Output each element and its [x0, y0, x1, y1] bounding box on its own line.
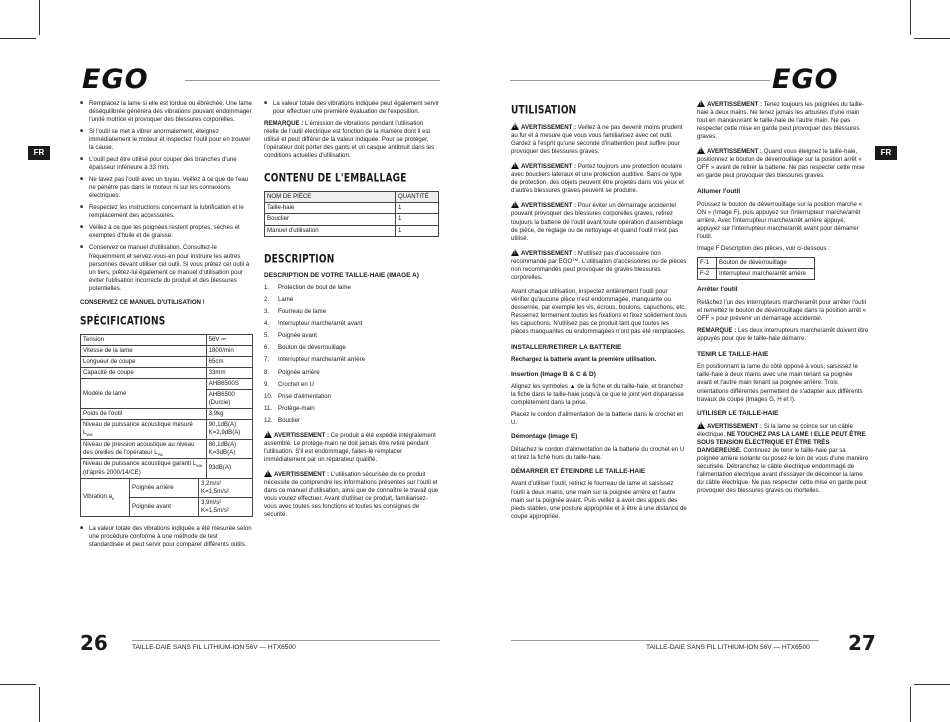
remarque-paragraph	[697, 327, 869, 343]
right-column-1	[511, 100, 687, 525]
crop-mark	[39, 0, 40, 35]
warning-text: Continuez de tenir le taille-haie par sa poignée arrière isolante ou posez-le loin de vous d'une manière sécurisée. Débranchez le câble électrique endommagé de l'alimentation électrique avant d'essayer de décoincer la lame du câble électrique. Ne pas respecter cette mise en garde peut provoquer des blessures graves ou mortelles.	[697, 447, 869, 495]
vib-note-list	[80, 525, 253, 549]
table-cell: AHB6500S	[206, 379, 252, 390]
part-name: Poignée arrière	[278, 368, 320, 376]
language-badge: FR	[875, 146, 897, 160]
value-line: K=3dB(A)	[208, 448, 236, 456]
table-cell: Taille-haie	[265, 203, 396, 214]
table-cell	[81, 439, 207, 459]
table-cell: Modèle de lame	[81, 379, 207, 409]
table-cell: Poids de l'outil	[81, 409, 207, 420]
right-column-2	[697, 100, 869, 499]
vib-label: Vibration a	[83, 493, 113, 501]
warning-icon	[511, 162, 519, 169]
tenir-title: TENIR LE TAILLE-HAIE	[697, 350, 769, 358]
description-subtitle: DESCRIPTION DE VOTRE TAILLE-HAIE (IMAGE A)	[264, 271, 419, 279]
keep-manual-note: CONSERVEZ CE MANUEL D'UTILISATION !	[80, 298, 205, 306]
warning-label: AVERTISSEMENT :	[521, 163, 577, 171]
ego-logo: EGO	[772, 64, 839, 95]
list-item	[264, 296, 439, 304]
crop-mark	[39, 687, 40, 722]
table-cell: 1	[396, 214, 439, 225]
list-item: ■ Ne lavez pas l'outil avec un tuyau. Veillez à ce que de l'eau ne pénètre pas dans le moteur ni sur les connexions électriques.	[80, 176, 253, 200]
part-name: Crochet en U	[278, 380, 314, 388]
list-item	[264, 284, 439, 292]
table-cell: 33mm	[206, 367, 252, 378]
table-header: QUANTITÉ	[396, 192, 439, 203]
warning-text: Pour éviter un démarrage accidentel pouvant provoquer des blessures corporelles graves, retirez toujours la batterie de l'outil avant toute opération d'assemblage de pièce, de réglage ou de nettoyage et quand l'outil n'est pas utilisé.	[511, 202, 684, 242]
value-line: 90,1dB(A)	[208, 421, 237, 429]
list-item: ■ Respectez les instructions concernant la lubrification et le remplacement des accessoires.	[80, 204, 253, 220]
table-cell: Capacité de coupe	[81, 367, 207, 378]
contenu-title: CONTENU DE L'EMBALLAGE	[264, 172, 407, 186]
crop-mark	[0, 38, 36, 39]
part-name: Fourreau de lame	[278, 308, 327, 316]
spec-title: SPÉCIFICATIONS	[80, 314, 166, 328]
warning-paragraph	[511, 249, 687, 282]
header-rule	[510, 80, 770, 81]
list-item	[264, 320, 439, 328]
vibration-table	[80, 478, 253, 517]
language-badge: FR	[28, 146, 50, 160]
crop-mark	[0, 684, 36, 685]
start-paragraph: Avant d'utiliser l'outil, retirez le fourreau de lame et saisissez l'outil à deux mains, une main sur la poignée arrière et l'autre main sur la poignée avant. Puis veillez à avoir des appuis des pieds stables, une posture appropriée et à être à une distance de coupe appropriée.	[511, 480, 687, 520]
list-item	[264, 332, 439, 340]
insertion-paragraph: Placez le cordon d'alimentation de la batterie dans le crochet en U.	[511, 411, 684, 427]
list-item	[264, 308, 439, 316]
warning-label: AVERTISSEMENT :	[521, 124, 577, 132]
table-cell	[81, 420, 207, 440]
table-cell: 1800/min	[206, 345, 252, 356]
warning-text: L'utilisation sécurisée de ce produit nécessite de comprendre les informations présentes sur l'outil et dans ce manuel d'utilisation, ainsi que de connaître le travail que vous voulez effectuer. Avant d'utiliser ce produit, familiarisez-vous avec toutes ses fonctions et toutes les consignes de sécurité.	[264, 470, 439, 518]
table-cell: 1	[396, 225, 439, 236]
vib-list	[264, 100, 439, 116]
value-line: K=1,5m/s²	[201, 507, 229, 515]
insertion-paragraph: Alignez les symboles ▲ de la fiche et du taille-haie, et branchez la fiche dans le taille-haie jusqu'à ce que le joint vert disparaisse complètement dans la prise.	[511, 383, 684, 407]
contents-table	[264, 191, 439, 236]
warning-paragraph	[264, 431, 439, 464]
warning-icon	[697, 147, 705, 154]
part-number: 1.	[264, 284, 270, 292]
part-number: 9.	[264, 380, 270, 388]
list-item	[264, 369, 439, 377]
table-cell: 3,9kg	[206, 409, 252, 420]
table-cell: 1	[396, 203, 439, 214]
warning-paragraph	[511, 201, 687, 242]
footer-rule	[132, 640, 440, 641]
image-f-table	[697, 257, 815, 280]
utiliser-title: UTILISER LE TAILLE-HAIE	[697, 409, 779, 417]
insertion-title: Insertion (Image B & C & D)	[511, 370, 596, 378]
warning-text: Portez toujours une protection oculaire avec boucliers latéraux et une protection auditive. Sans ce type de protection, des objets peuvent être projetés dans vos yeux et d'autres blessures graves peuvent se produire.	[511, 163, 684, 195]
table-cell: Poignée arrière	[130, 479, 199, 498]
part-name: Interrupteur marche/arrêt arrière	[278, 356, 366, 364]
inspection-paragraph: Avant chaque utilisation, inspectez entièrement l'outil pour vérifier qu'aucune pièce n'est endommagée, manquante ou desserrée, par exemple les vis, écrous, boulons, capuchons, etc. Resserrez fermement toutes les fixations et fixez solidement tous les capuchons. N'utilisez pas ce produit tant que toutes les pièces manquantes ou endommagées n'ont pas été remplacées.	[511, 287, 687, 335]
warning-icon	[697, 422, 705, 429]
table-cell	[81, 459, 207, 479]
table-cell: 93dB(A)	[206, 459, 252, 479]
page-number: 26	[80, 631, 108, 655]
part-number: 11.	[264, 404, 273, 412]
list-item: ■ Si l'outil se met à vibrer anormalement, éteignez immédiatement le moteur et inspectez l'outil pour en trouver la cause.	[80, 128, 253, 152]
crop-mark	[910, 0, 911, 35]
part-name: Protège-main	[278, 404, 315, 412]
part-number: 6.	[264, 344, 270, 352]
part-name: Bouton de déverrouillage	[278, 344, 346, 352]
warning-text: Tenez toujours les poignées du taille-haie à deux mains. Ne tenez jamais les arbustes d'une main tout en manœuvrant le taille-haie de l'autre main. Ne pas respecter cette mise en garde peut provoquer des blessures graves.	[697, 101, 864, 141]
value-line: 3,9m/s²	[201, 499, 222, 507]
table-cell	[199, 498, 253, 517]
table-cell: Vitesse de la lame	[81, 345, 207, 356]
part-number: 4.	[264, 320, 270, 328]
list-item: ■ Remplacez la lame si elle est tordue ou ébréchée. Une lame déséquilibrée génèrera des vibrations pouvant endommager l'unité motrice et provoquer des blessures corporelles.	[80, 100, 253, 124]
demontage-title: Démontage (Image E)	[511, 433, 578, 441]
lwa-sub: WA	[86, 432, 93, 438]
warning-icon	[511, 123, 519, 130]
warning-icon	[697, 100, 705, 107]
footer-rule	[511, 640, 819, 641]
table-cell: F-2	[698, 269, 717, 280]
list-item	[264, 381, 439, 389]
left-column-2	[264, 100, 439, 523]
table-cell: Longueur de coupe	[81, 356, 207, 367]
table-cell: Manuel d'utilisation	[265, 225, 396, 236]
table-cell: Interrupteur marche/arrêt arrière	[717, 269, 815, 280]
table-cell	[199, 479, 253, 498]
warning-paragraph	[511, 123, 687, 156]
left-column-1	[80, 100, 253, 553]
list-item: ■ L'outil peut être utilisé pour couper des branches d'une épaisseur inférieure à 33 mm.	[80, 156, 253, 172]
warning-paragraph	[264, 470, 439, 519]
part-name: Protection de bout de lame	[278, 284, 351, 292]
part-name: Bouclier	[278, 416, 301, 424]
arreter-paragraph: Relâchez l'un des interrupteurs marche/arrêt pour arrêter l'outil et remettez le bouton de déverrouillage dans la position arrêt « OFF » pour prévenir un démarrage accidentel.	[697, 298, 867, 322]
list-item: ■ La valeur totale des vibrations indiquée a été mesurée selon une procédure conforme à une méthode de test standardisée et peut servir pour comparer différents outils.	[80, 525, 253, 549]
table-header: NOM DE PIÈCE	[265, 192, 396, 203]
lwg-label: Niveau de puissance acoustique garanti L	[83, 460, 197, 468]
remarque-label: REMARQUE :	[697, 326, 737, 334]
warning-text: N'utilisez pas d'accessoire non recommandé par EGO™. L'utilisation d'accessoires ou de pièces non recommandés peut provoquer de graves blessures corporelles.	[511, 249, 687, 281]
list-item: ■ La valeur totale des vibrations indiquée peut également servir pour effectuer une première évaluation de l'exposition.	[264, 100, 439, 116]
lpa-label: Niveau de pression acoustique au niveau des oreilles de l'opérateur L	[83, 440, 195, 456]
warning-label: AVERTISSEMENT :	[707, 423, 763, 431]
lwg-sub: WA	[196, 463, 203, 469]
part-number: 5.	[264, 332, 270, 340]
part-number: 3.	[264, 308, 270, 316]
part-number: 10.	[264, 392, 273, 400]
safety-list	[80, 100, 253, 293]
table-cell: 65cm	[206, 356, 252, 367]
table-cell: Poignée avant	[130, 498, 199, 517]
description-title: DESCRIPTION	[264, 252, 335, 266]
table-cell	[206, 439, 252, 459]
part-number: 2.	[264, 296, 270, 304]
part-name: Lame	[278, 296, 294, 304]
image-f-caption: Image F Description des pièces, voir ci-dessous :	[697, 245, 830, 253]
allumer-title: Allumer l'outil	[697, 188, 741, 196]
header-rule	[185, 80, 440, 81]
warning-label: AVERTISSEMENT :	[707, 148, 763, 156]
warning-label: AVERTISSEMENT :	[707, 101, 763, 108]
arreter-title: Arrêter l'outil	[697, 286, 738, 294]
part-number: 8.	[264, 368, 270, 376]
value-line: 3,2m/s²	[201, 480, 222, 488]
install-title: INSTALLER/RETIRER LA BATTERIE	[511, 343, 622, 351]
lwa-label: Niveau de puissance acoustique mesuré L	[83, 421, 193, 437]
spec-table	[80, 334, 253, 479]
table-cell: Tension	[81, 334, 207, 345]
value-line: K=2,9dB(A)	[208, 429, 241, 437]
part-name: Poignée avant	[278, 332, 317, 340]
table-cell	[206, 420, 252, 440]
warning-label: AVERTISSEMENT :	[521, 249, 577, 257]
part-number: 7.	[264, 356, 270, 364]
start-title: DÉMARRER ET ÉTEINDRE LE TAILLE-HAIE	[511, 467, 646, 475]
install-subtitle: Rechargez la batterie avant la première utilisation.	[511, 356, 657, 364]
value-line: 80,1dB(A)	[208, 440, 237, 448]
crop-mark	[914, 684, 950, 685]
remarque-label: REMARQUE :	[264, 120, 304, 128]
warning-text: Veillez à ne pas devenir moins prudent au fur et à mesure que vous vous familiarisez avec cet outil. Gardez à l'esprit qu'une seconde d'inattention peut suffire pour provoquer des blessures graves.	[511, 124, 683, 156]
lpa-sub: PA	[157, 451, 163, 457]
demontage-paragraph: Détachez le cordon d'alimentation de la batterie du crochet en U et tirez la fiche hors du taille-haie.	[511, 445, 685, 461]
parts-list	[264, 284, 439, 424]
warning-paragraph	[697, 147, 869, 180]
warning-emphasis: NE TOUCHEZ PAS LA LAME ! ELLE PEUT ÊTRE SOUS TENSION ÉLECTRIQUE ET ÊTRE TRÈS DANGEREUSE.	[697, 431, 866, 455]
warning-icon	[264, 431, 272, 438]
utilisation-title: UTILISATION	[511, 104, 577, 117]
warning-label: AVERTISSEMENT :	[274, 470, 330, 478]
list-item	[264, 405, 439, 413]
page-number: 27	[848, 631, 876, 655]
warning-paragraph	[511, 162, 687, 195]
table-cell: Bouclier	[265, 214, 396, 225]
warning-label: AVERTISSEMENT :	[274, 431, 330, 439]
list-item	[264, 417, 439, 425]
list-item	[264, 393, 439, 401]
warning-text: Quand vous éteignez le taille-haie, positionnez le bouton de déverrouillage sur la position arrêt « OFF » avant de retirer la batterie. Ne pas respecter cette mise en garde peut provoquer des blessures graves.	[697, 148, 865, 180]
remarque-text: Les deux interrupteurs marche/arrêt doivent être appuyés pour que le taille-haie démarre.	[697, 326, 869, 342]
warning-text: Ce produit a été expédié intégralement assemblé. Le protège-main ne doit jamais être retiré pendant l'utilisation. S'il est endommagé, faites-le remplacer immédiatement par un réparateur qualifié.	[264, 431, 436, 463]
tenir-paragraph: En positionnant la lame du côté opposé à vous, saisissez le taille-haie à deux mains avec une main tenant sa poignée avant et l'autre main tenant sa poignée arrière. Trois orientations différentes permettent de s'adapter aux différents travaux de coupe (Images G, H et I).	[697, 363, 863, 403]
remarque-paragraph	[264, 120, 439, 160]
warning-icon	[511, 249, 519, 256]
remarque-text: L'émission de vibrations pendant l'utilisation réelle de l'outil électrique est fonction de la manière dont il est utilisé et peut différer de la valeur indiquée. Pour se protéger, l'opérateur doit porter des gants et un casque antibruit dans les conditions actuelles d'utilisation.	[264, 120, 435, 160]
crop-mark	[914, 38, 950, 39]
warning-label: AVERTISSEMENT :	[521, 202, 577, 210]
vib-sub: h	[112, 496, 115, 502]
warning-text: Si la lame se coince sur un câble électrique,	[697, 423, 853, 439]
footer-title: TAILLE-DAIE SANS FIL LITHIUM-ION 56V — HTX6500	[646, 644, 810, 651]
table-cell: Bouton de déverrouillage	[717, 258, 815, 269]
table-cell: AHB6500 (Durcie)	[206, 390, 252, 409]
table-cell: F-1	[698, 258, 717, 269]
table-cell	[81, 479, 130, 517]
lwg-suffix: (d'après 2000/14/CE)	[83, 468, 141, 476]
list-item: ■ Veillez à ce que les poignées restent propres, sèches et exemptes d'huile et de graisse.	[80, 224, 253, 240]
list-item: ■ Conservez ce manuel d'utilisation. Consultez-le fréquemment et servez-vous-en pour instruire les autres personnes devant utiliser cet outil. Si vous prêtez cet outil à un tiers, prêtez-lui également ce manuel d'utilisation pour éviter l'utilisation incorrecte du produit et des blessures potentielles.	[80, 244, 253, 292]
part-name: Interrupteur marche/arrêt avant	[278, 320, 363, 328]
table-cell: 56V ⎓	[206, 334, 252, 345]
allumer-paragraph: Poussez le bouton de déverrouillage sur la position marche « ON » (Image F), puis appuyez sur l'interrupteur marche/arrêt arrière. Avec l'interrupteur marche/arrêt arrière appuyé, appuyez sur l'interrupteur marche/arrêt avant pour démarrer l'outil.	[697, 200, 862, 240]
value-line: K=1,5m/s²	[201, 488, 229, 496]
part-name: Prise d'alimentation	[278, 392, 331, 400]
warning-paragraph	[697, 100, 869, 141]
ego-logo: EGO	[82, 64, 149, 95]
footer-title: TAILLE-DAIE SANS FIL LITHIUM-ION 56V — HTX6500	[132, 644, 296, 651]
warning-paragraph	[697, 422, 869, 495]
part-number: 12.	[264, 416, 273, 424]
warning-icon	[264, 470, 272, 477]
list-item	[264, 356, 439, 364]
list-item	[264, 344, 439, 352]
crop-mark	[910, 687, 911, 722]
warning-icon	[511, 201, 519, 208]
